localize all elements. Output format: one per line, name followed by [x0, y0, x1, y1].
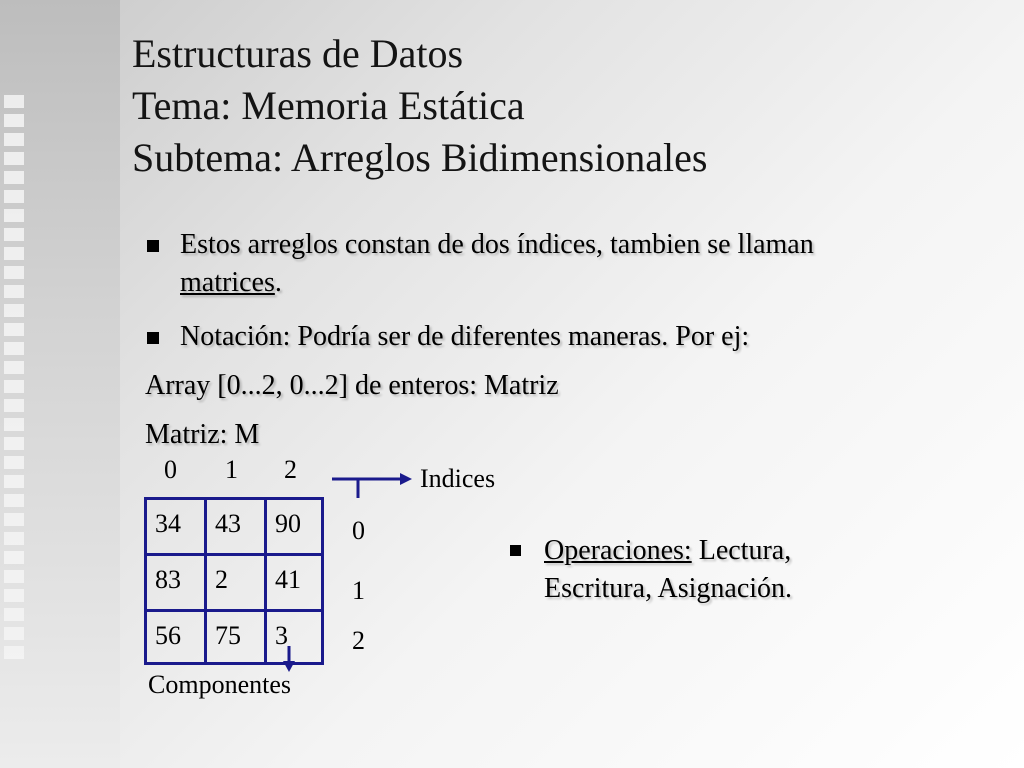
indices-label: Indices — [420, 464, 496, 493]
array-declaration: Array [0...2, 0...2] de enteros: Matriz — [145, 370, 559, 401]
indices-arrow-icon — [332, 473, 412, 498]
bullet-square-icon — [510, 545, 521, 556]
row-index-1: 1 — [352, 576, 365, 605]
col-index-0: 0 — [164, 455, 177, 484]
matrix-cell: 56 — [155, 621, 181, 650]
matrix-cell: 2 — [215, 565, 228, 594]
matrix-cell: 34 — [155, 509, 181, 538]
matrix-declaration: Matriz: M — [145, 419, 260, 450]
bullet-operations — [544, 532, 792, 608]
matrix-cell: 90 — [275, 509, 301, 538]
col-index-1: 1 — [225, 455, 238, 484]
title-line-1: Estructuras de Datos — [132, 31, 464, 76]
operations-link[interactable]: Operaciones: — [544, 535, 692, 566]
components-arrow-icon — [283, 646, 295, 672]
operations-line-2: Escritura, Asignación. — [544, 573, 793, 604]
matrix-cell: 41 — [275, 565, 301, 594]
matrix-cell: 3 — [275, 621, 288, 650]
matrices-link[interactable]: matrices — [180, 267, 275, 298]
title-line-3: Subtema: Arreglos Bidimensionales — [132, 135, 708, 180]
matrix-cell: 83 — [155, 565, 181, 594]
matrix-cell: 75 — [215, 621, 241, 650]
row-index-0: 0 — [352, 516, 365, 545]
bullet-1-text: Estos arreglos constan de dos índices, tambien se llaman — [180, 229, 814, 260]
operations-line-1: Lectura, — [698, 535, 792, 566]
bullet-1-end: . — [274, 267, 282, 298]
components-label: Componentes — [148, 670, 291, 699]
title-line-2: Tema: Memoria Estática — [132, 83, 525, 128]
col-index-2: 2 — [284, 455, 297, 484]
row-index-2: 2 — [352, 626, 365, 655]
bullet-notation: Notación: Podría ser de diferentes maneras. Por ej: — [180, 321, 750, 352]
matrix-cell: 43 — [215, 509, 241, 538]
